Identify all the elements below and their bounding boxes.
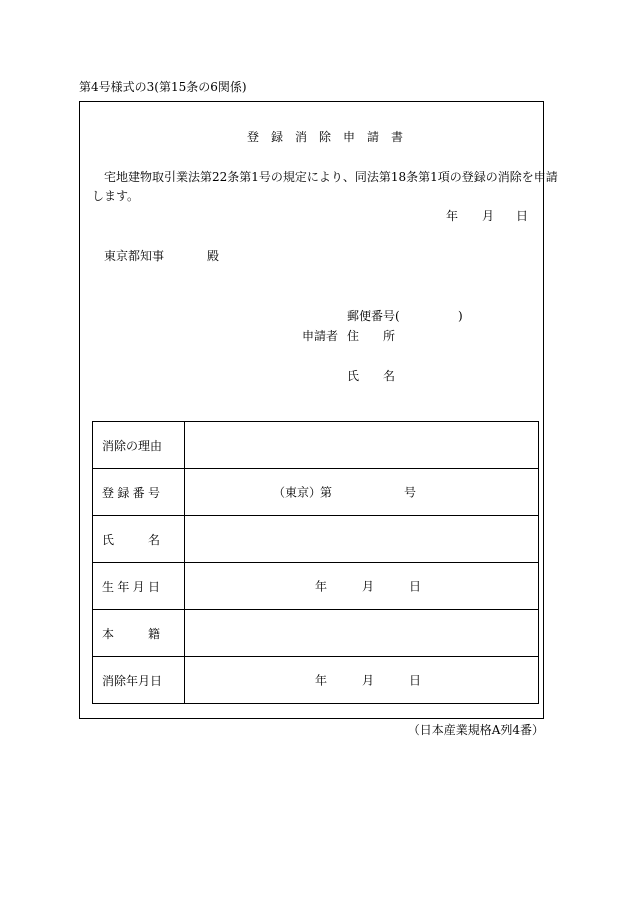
addressee-honorific: 殿 [207, 249, 220, 263]
label-char: 籍 [147, 626, 160, 641]
table-row [93, 657, 539, 704]
domicile-label [93, 610, 185, 657]
title-char: 書 [391, 130, 404, 144]
addressee-governor: 東京都知事 [104, 249, 165, 263]
applicant-role: 申請者 [302, 329, 339, 343]
title-char: 登 [246, 130, 259, 144]
name-label [93, 516, 185, 563]
label-char: 名 [147, 532, 160, 547]
label-char: 氏 [102, 532, 115, 547]
reason-label: 消除の理由 [93, 422, 185, 469]
reg-number-go: 号 [404, 485, 417, 500]
reg-number-dai: 第 [320, 485, 333, 500]
deletion-date-field[interactable] [185, 657, 539, 704]
date-month: 月 [482, 209, 495, 223]
table-row [93, 563, 539, 610]
domicile-field[interactable] [185, 610, 539, 657]
title-char: 申 [343, 130, 356, 144]
table-row [93, 610, 539, 657]
title-char: 請 [367, 130, 380, 144]
label-char: 登 [102, 485, 115, 500]
label-char: 本 [102, 626, 115, 641]
label-char: 録 [117, 485, 130, 500]
reg-number-prefecture: （東京） [273, 485, 322, 500]
table-row [93, 516, 539, 563]
birthdate-field[interactable] [185, 563, 539, 610]
birthdate-year: 年 [315, 579, 328, 594]
applicant-name-char: 氏 [347, 369, 360, 383]
deletion-date-year: 年 [315, 673, 328, 688]
reg-number-label [93, 469, 185, 516]
address-label-char: 所 [383, 329, 396, 343]
title-char: 除 [318, 130, 331, 144]
label-char: 日 [147, 579, 160, 594]
label-char: 号 [147, 485, 160, 500]
reg-number-field[interactable] [185, 469, 539, 516]
form-title [0, 131, 630, 143]
body-text-line2: します。 [92, 189, 140, 203]
address-label-char: 住 [347, 329, 360, 343]
title-char: 消 [294, 130, 307, 144]
birthdate-label [93, 563, 185, 610]
deletion-date-day: 日 [409, 673, 422, 688]
label-char: 番 [132, 485, 145, 500]
body-text-line1: 宅地建物取引業法第22条第1号の規定により、同法第18条第1項の登録の消除を申請 [104, 170, 558, 184]
table-row [93, 469, 539, 516]
label-char: 生 [102, 579, 115, 594]
table-row [93, 422, 539, 469]
applicant-name-char: 名 [383, 369, 396, 383]
date-day: 日 [516, 209, 529, 223]
birthdate-month: 月 [362, 579, 375, 594]
postal-code-close: ) [458, 309, 463, 323]
name-field[interactable] [185, 516, 539, 563]
details-table [92, 421, 539, 704]
deletion-date-label: 消除年月日 [93, 657, 185, 704]
deletion-date-month: 月 [362, 673, 375, 688]
label-char: 年 [117, 579, 130, 594]
reason-field[interactable] [185, 422, 539, 469]
label-char: 月 [132, 579, 145, 594]
birthdate-day: 日 [409, 579, 422, 594]
postal-code-label: 郵便番号( [347, 309, 400, 323]
form-number: 第4号様式の3(第15条の6関係) [79, 80, 247, 94]
paper-size-note: （日本産業規格A列4番） [407, 723, 544, 737]
title-char: 録 [270, 130, 283, 144]
date-year: 年 [446, 209, 459, 223]
